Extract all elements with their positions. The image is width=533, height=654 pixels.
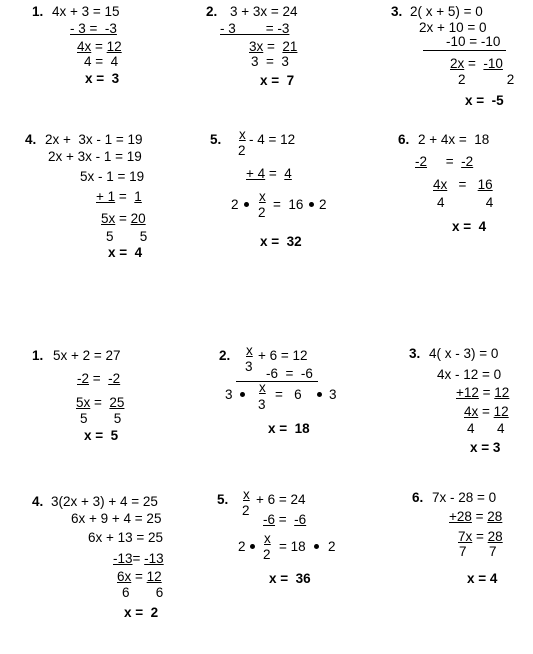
equation-step: 7 7 (459, 544, 497, 559)
equation-step: - 3 = -3 (220, 21, 290, 36)
multiply-dot (317, 392, 322, 397)
fraction-denominator: 2 (263, 547, 271, 562)
fraction-numerator: x (259, 380, 266, 395)
answer: x = 3 (470, 440, 501, 455)
equation-step: 2x = -10 (450, 56, 503, 71)
equation-step: = 6 (275, 387, 302, 402)
equation-step: 2 (328, 539, 336, 554)
fraction-numerator: x (239, 127, 246, 142)
problem-number: 4. (32, 494, 44, 509)
equation-step: 5x - 1 = 19 (80, 169, 145, 184)
equation-line: 3(2x + 3) + 4 = 25 (51, 494, 158, 509)
problem-number: 5. (210, 132, 222, 147)
problem-number: 2. (206, 4, 218, 19)
equation-step: 2 (231, 197, 239, 212)
equation-line: + 6 = 12 (258, 348, 308, 363)
answer: x = 2 (124, 605, 159, 620)
multiply-dot (240, 392, 245, 397)
problem-number: 3. (391, 4, 403, 19)
fraction-numerator: x (246, 343, 253, 358)
equation-step: -6 = -6 (266, 366, 313, 381)
equation-line: 2( x + 5) = 0 (410, 4, 483, 19)
equation-step: 7x = 28 (458, 529, 503, 544)
problem-number: 6. (412, 490, 424, 505)
equation-step: 4 = 4 (84, 54, 119, 69)
equation-line: 4x + 3 = 15 (52, 4, 120, 19)
equation-step: -10 = -10 (446, 34, 501, 49)
equation-step: 4x = 12 (464, 404, 509, 419)
answer: x = 7 (260, 73, 295, 88)
multiply-dot (244, 202, 249, 207)
equation-step: -2 = -2 (77, 371, 121, 386)
fraction-denominator: 3 (245, 359, 253, 374)
fraction-numerator: x (264, 531, 271, 546)
equation-step: 3 (225, 387, 233, 402)
fraction-denominator: 2 (258, 205, 266, 220)
equation-step: 3x = 21 (249, 39, 298, 54)
equation-line: - 4 = 12 (249, 132, 296, 147)
equation-step: 2 (238, 539, 246, 554)
answer: x = 5 (84, 428, 119, 443)
answer: x = 3 (85, 71, 120, 86)
equation-step: 2 2 (458, 72, 515, 87)
fraction-denominator: 2 (242, 503, 250, 518)
fraction-numerator: x (259, 189, 266, 204)
multiply-dot (250, 544, 255, 549)
equation-line: + 6 = 24 (256, 492, 306, 507)
fraction-numerator: x (243, 487, 250, 502)
equation-step: + 1 = 1 (96, 189, 142, 204)
equation-line: 2 + 4x = 18 (418, 132, 490, 147)
equation-step: -6 = -6 (263, 512, 307, 527)
equation-step: 4x = 12 (77, 39, 122, 54)
equation-step: -2 = -2 (415, 154, 474, 169)
equation-line: 5x + 2 = 27 (53, 348, 121, 363)
fraction-denominator: 3 (258, 397, 266, 412)
equation-step: -13= -13 (113, 551, 164, 566)
equation-step: 5 5 (80, 411, 122, 426)
equation-step: +12 = 12 (456, 385, 510, 400)
equation-step: 5x = 25 (76, 395, 125, 410)
problem-number: 3. (409, 346, 421, 361)
equation-step: 5x = 20 (101, 211, 146, 226)
equation-step: - 3 = -3 (70, 21, 117, 36)
equation-step: 2 (319, 197, 327, 212)
problem-number: 4. (25, 132, 37, 147)
problem-number: 5. (217, 492, 229, 507)
equation-step: 5 5 (106, 229, 148, 244)
equation-line: 7x - 28 = 0 (432, 490, 497, 505)
equation-step: 2x + 10 = 0 (419, 20, 487, 35)
multiply-dot (309, 202, 314, 207)
equation-line: 2x + 3x - 1 = 19 (45, 132, 143, 147)
answer: x = 4 (108, 245, 143, 260)
multiply-dot (314, 544, 319, 549)
answer: x = 18 (268, 421, 310, 436)
equation-step: 6x = 12 (117, 569, 162, 584)
equation-step: 3 (329, 387, 337, 402)
equation-step: 6x + 9 + 4 = 25 (71, 511, 162, 526)
equation-step: 2x + 3x - 1 = 19 (48, 149, 142, 164)
equation-step: = 18 (279, 539, 306, 554)
divider-line (423, 50, 506, 51)
equation-step: 6x + 13 = 25 (88, 530, 164, 545)
equation-step: +28 = 28 (449, 509, 503, 524)
answer: x = 4 (467, 571, 498, 586)
problem-number: 2. (219, 348, 231, 363)
equation-step: 6 6 (122, 585, 164, 600)
equation-step: 3 = 3 (251, 54, 289, 69)
problem-number: 6. (398, 132, 410, 147)
equation-step: 4 4 (437, 195, 494, 210)
problem-number: 1. (32, 4, 44, 19)
fraction-denominator: 2 (238, 143, 246, 158)
equation-step: 4 4 (467, 421, 505, 436)
problem-number: 1. (32, 348, 44, 363)
equation-step: 4x - 12 = 0 (437, 367, 502, 382)
answer: x = 36 (269, 571, 311, 586)
equation-line: 4( x - 3) = 0 (429, 346, 499, 361)
equation-line: 3 + 3x = 24 (230, 4, 298, 19)
answer: x = -5 (465, 93, 504, 108)
equation-step: = 16 (273, 197, 304, 212)
divider-line (236, 381, 318, 382)
answer: x = 32 (260, 234, 302, 249)
answer: x = 4 (452, 219, 487, 234)
equation-step: 4x = 16 (433, 177, 493, 192)
equation-step: + 4 = 4 (246, 166, 292, 181)
